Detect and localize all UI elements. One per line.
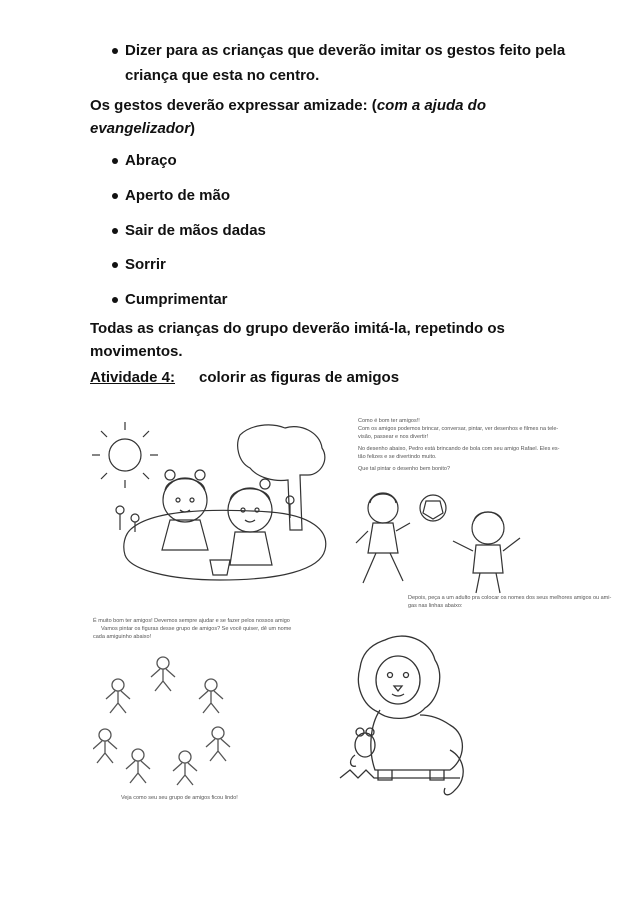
gesture-item-sorrir: Sorrir — [125, 256, 166, 273]
image2-text-l2: Com os amigos podemos brincar, conversar, pintar, ver desenhos e filmes na tele- — [358, 426, 559, 432]
gingerbread-figures — [93, 657, 230, 785]
intro-bullet-line2: criança que esta no centro. — [125, 67, 320, 84]
image2-text-l5: tão felizes e se divertindo muito. — [358, 454, 437, 460]
coloring-image-girls-sandbox — [90, 420, 330, 590]
gesture-item-sair: Sair de mãos dadas — [125, 222, 266, 239]
coloring-image-lion-mouse — [320, 630, 480, 805]
image2-text-l8: gas nas linhas abaixo: — [408, 603, 463, 609]
image2-text-l4: No desenho abaixo, Pedro está brincando de bola com seu amigo Rafael. Eles es- — [358, 446, 560, 452]
gestures-italic-1: com a ajuda do — [376, 97, 487, 114]
image3-text-l2: Vamos pintar os figuras desse grupo de amigos? Se você quiser, dê um nome — [101, 626, 292, 632]
gesture-item-aperto: Aperto de mão — [125, 187, 231, 204]
coloring-image-boys-ball — [348, 413, 612, 613]
gestures-italic-2: evangelizador — [90, 120, 191, 137]
gestures-paragraph-line1 — [90, 95, 486, 117]
bullet-dot — [112, 48, 118, 54]
all-children-line2: movimentos. — [90, 343, 183, 360]
coloring-image-friends-circle — [93, 615, 292, 805]
intro-bullet-line1: Dizer para as crianças que deverão imitar os gestos feito pela — [125, 42, 566, 59]
gestures-paragraph-line2 — [90, 118, 195, 140]
all-children-line1: Todas as crianças do grupo deverão imitá-la, repetindo os — [90, 320, 505, 337]
bullet-dot — [112, 228, 118, 234]
activity-label: Atividade 4: — [90, 369, 176, 386]
bullet-dot — [112, 262, 118, 268]
bullet-dot — [112, 193, 118, 199]
bullet-dot — [112, 297, 118, 303]
activity-text: colorir as figuras de amigos — [199, 369, 400, 386]
image2-text-l7: Depois, peça a um adulto pra colocar os nomes dos seus melhores amigos ou ami- — [408, 595, 612, 601]
image3-text-l4: Veja como seu seu grupo de amigos ficou lindo! — [121, 795, 238, 801]
image2-text-l3: visão, passear e nos divertir! — [358, 434, 429, 440]
gestures-close-paren: ) — [190, 120, 196, 137]
gestures-text: Os gestos deverão expressar amizade: ( — [90, 97, 377, 114]
gesture-item-cumprimentar: Cumprimentar — [125, 291, 228, 308]
gesture-item-abraco: Abraço — [125, 152, 177, 169]
image2-text-l6: Que tal pintar o desenho bem bonito? — [358, 466, 451, 472]
sun-drawing — [92, 422, 158, 488]
image3-text-l3: cada amiguinho abaixo! — [93, 634, 152, 640]
bullet-dot — [112, 158, 118, 164]
image3-text-l1: É muito bom ter amigos! Devemos sempre ajudar e se fazer pelos nossos amigo — [93, 618, 290, 624]
image2-text-l1: Como é bom ter amigos!! — [358, 418, 420, 424]
